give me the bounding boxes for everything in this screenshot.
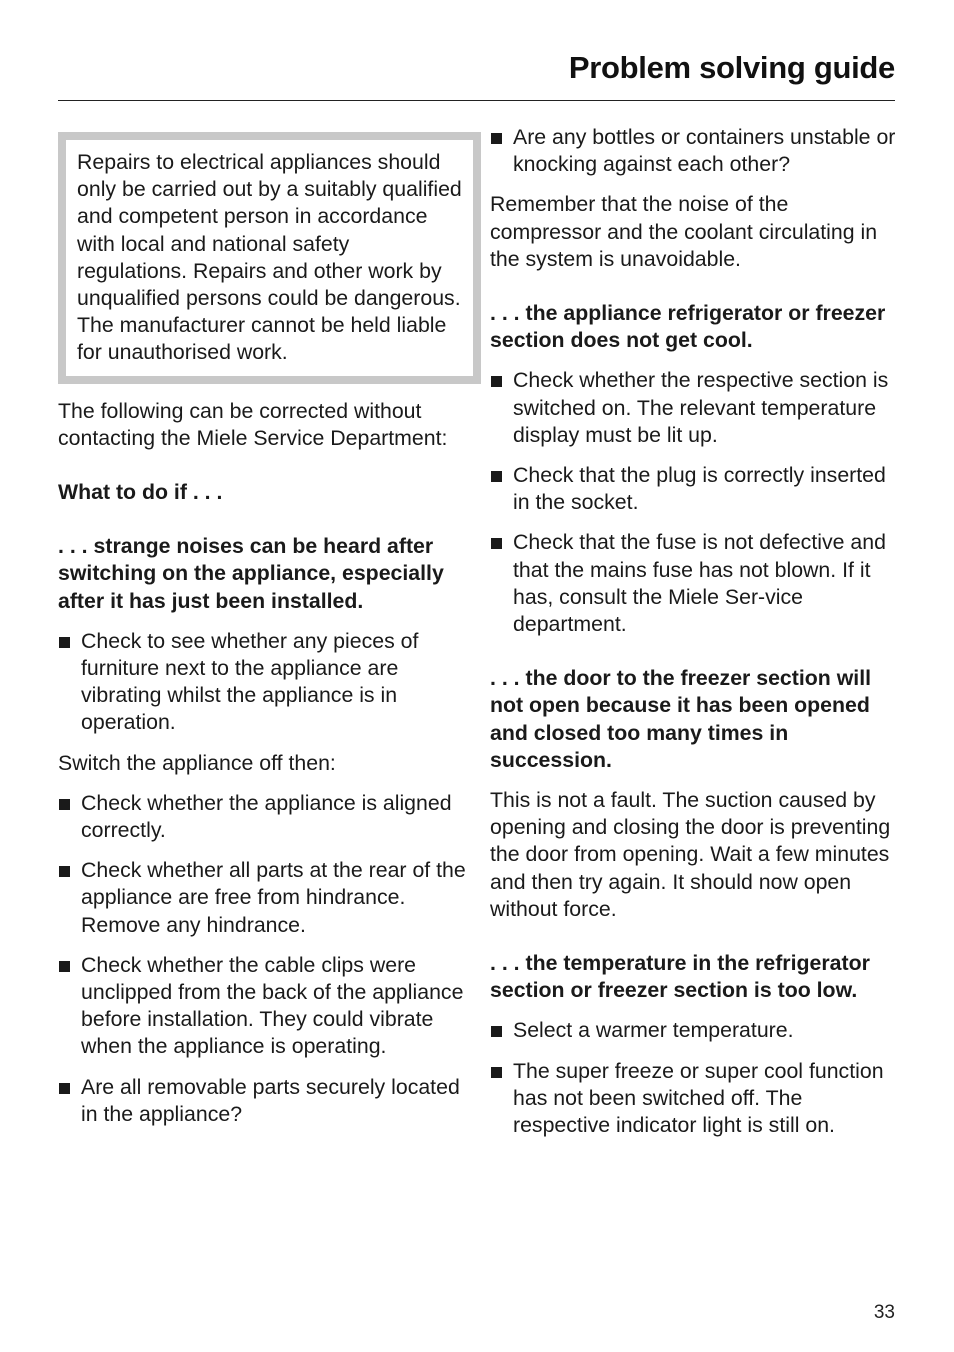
bullet-square-icon (59, 866, 70, 877)
list-item (490, 462, 896, 516)
warning-box (58, 132, 481, 384)
intro-paragraph: The following can be corrected without contacting the Miele Service Department: (58, 398, 448, 450)
bullet-square-icon (59, 637, 70, 648)
list-item (490, 529, 896, 638)
not-cool-list (490, 367, 896, 638)
list-item (490, 1058, 896, 1140)
switch-off-paragraph: Switch the appliance off then: (58, 750, 336, 775)
containers-list (490, 124, 896, 178)
list-item (58, 1074, 466, 1128)
low-temp-heading: . . . the temperature in the refrigerator section or freezer section is too low. (490, 951, 870, 1003)
noises-list (58, 628, 466, 737)
noises-heading: . . . strange noises can be heard after switching on the appliance, especially after it has just been installed. (58, 534, 444, 613)
switch-off-list (58, 790, 466, 1128)
list-item (58, 790, 466, 844)
bullet-square-icon (491, 538, 502, 549)
list-item-text: Are all removable parts securely located in the appliance? (81, 1074, 460, 1126)
list-item-text: Check whether all parts at the rear of the appliance are free from hindrance. Remove any hindrance. (81, 858, 466, 937)
list-item-text: Select a warmer temperature. (513, 1018, 794, 1043)
page-number: 33 (873, 1302, 895, 1323)
what-to-do-heading: What to do if . . . (58, 480, 223, 505)
list-item-text: Check that the plug is correctly inserted in the socket. (513, 463, 886, 515)
bullet-square-icon (491, 1026, 502, 1037)
left-column (58, 124, 466, 1141)
list-item (490, 124, 896, 178)
bullet-square-icon (59, 1083, 70, 1094)
page-title: Problem solving guide (568, 50, 895, 85)
list-item (490, 367, 896, 449)
list-item-text: The super freeze or super cool function has not been switched off. The respective indicator light is still on. (513, 1058, 884, 1138)
bullet-square-icon (59, 799, 70, 810)
low-temp-list (490, 1017, 896, 1139)
right-column (490, 124, 896, 1152)
title-divider (58, 100, 895, 101)
list-item-text: Check that the fuse is not defective and that the mains fuse has not blown. If it has, consult the Miele Ser-vice department. (513, 530, 886, 637)
not-cool-heading: . . . the appliance refrigerator or freezer section does not get cool. (490, 301, 886, 353)
list-item-text: Check to see whether any pieces of furniture next to the appliance are vibrating whilst the appliance is in operation. (81, 628, 419, 735)
door-paragraph: This is not a fault. The suction caused by opening and closing the door is preventing the door from opening. Wait a few minutes and then try again. It should now open without force. (490, 788, 891, 921)
list-item (58, 952, 466, 1061)
list-item-text: Are any bottles or containers unstable or knocking against each other? (513, 125, 896, 177)
bullet-square-icon (491, 471, 502, 482)
list-item-text: Check whether the appliance is aligned correctly. (81, 790, 452, 843)
bullet-square-icon (59, 961, 70, 972)
list-item-text: Check whether the respective section is switched on. The relevant temperature display must be lit up. (513, 368, 889, 447)
warning-text: Repairs to electrical appliances should only be carried out by a suitably qualified and competent person in accordance with local and national safety regulations. Repairs and other work by unqualified persons could be dangerous. The manufacturer cannot be held liable for unauthorised work. (77, 150, 462, 365)
list-item (490, 1017, 896, 1044)
remember-paragraph: Remember that the noise of the compressor and the coolant circulating in the system is unavoidable. (490, 192, 878, 271)
list-item-text: Check whether the cable clips were unclipped from the back of the appliance before installation. They could vibrate when the appliance is operating. (81, 952, 464, 1059)
bullet-square-icon (491, 1067, 502, 1078)
list-item (58, 628, 466, 737)
list-item (58, 857, 466, 939)
door-heading: . . . the door to the freezer section will not open because it has been opened and closed too many times in succession. (490, 666, 872, 772)
bullet-square-icon (491, 133, 502, 144)
bullet-square-icon (491, 376, 502, 387)
